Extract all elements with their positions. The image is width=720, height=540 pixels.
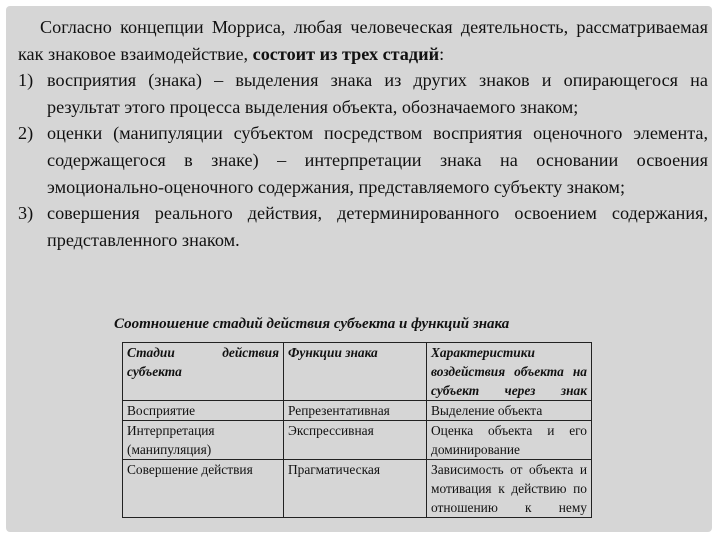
header-stage: Стадии действия субъекта [123,343,284,401]
body-text [18,14,708,253]
list-item: 1) восприятия (знака) – выделения знака из других знаков и опирающегося на результат этого процесса выделения объекта, обозначаемого знаком; [18,70,708,117]
cell-stage: Интерпретация (манипуляция) [123,421,284,460]
list-item: 2) оценки (манипуляции субъектом посредством восприятия оценочного элемента, содержащегося в знаке) – интерпретации знака на основании освоения эмоционально-оценочного содержания, представляемого субъекту знаком; [18,123,708,197]
cell-function: Прагматическая [284,460,427,518]
stages-list [18,67,708,253]
table-row [123,460,592,518]
list-item: 3) совершения реального действия, детерминированного освоением содержания, представленного знаком. [18,203,708,250]
cell-function: Репрезентативная [284,401,427,421]
table-header-row [123,343,592,401]
cell-function: Экспрессивная [284,421,427,460]
intro-paragraph: Согласно концепции Морриса, любая человеческая деятельность, рассматриваемая как знаковое взаимодействие, состоит из трех стадий: [18,17,708,64]
cell-stage: Восприятие [123,401,284,421]
cell-characteristic: Выделение объекта [427,401,592,421]
table-row [123,401,592,421]
table-row [123,421,592,460]
header-function: Функции знака [284,343,427,401]
cell-characteristic: Зависимость от объекта и мотивация к действию по отношению к нему [427,460,592,518]
cell-characteristic: Оценка объекта и его доминирование [427,421,592,460]
intro-bold-phrase: состоит из трех стадий [252,43,440,64]
table-caption: Соотношение стадий действия субъекта и функций знака [114,316,510,332]
cell-stage: Совершение действия [123,460,284,518]
slide [6,6,712,532]
relations-table [122,342,592,518]
header-characteristic: Характеристики воздействия объекта на субъект через знак [427,343,592,401]
